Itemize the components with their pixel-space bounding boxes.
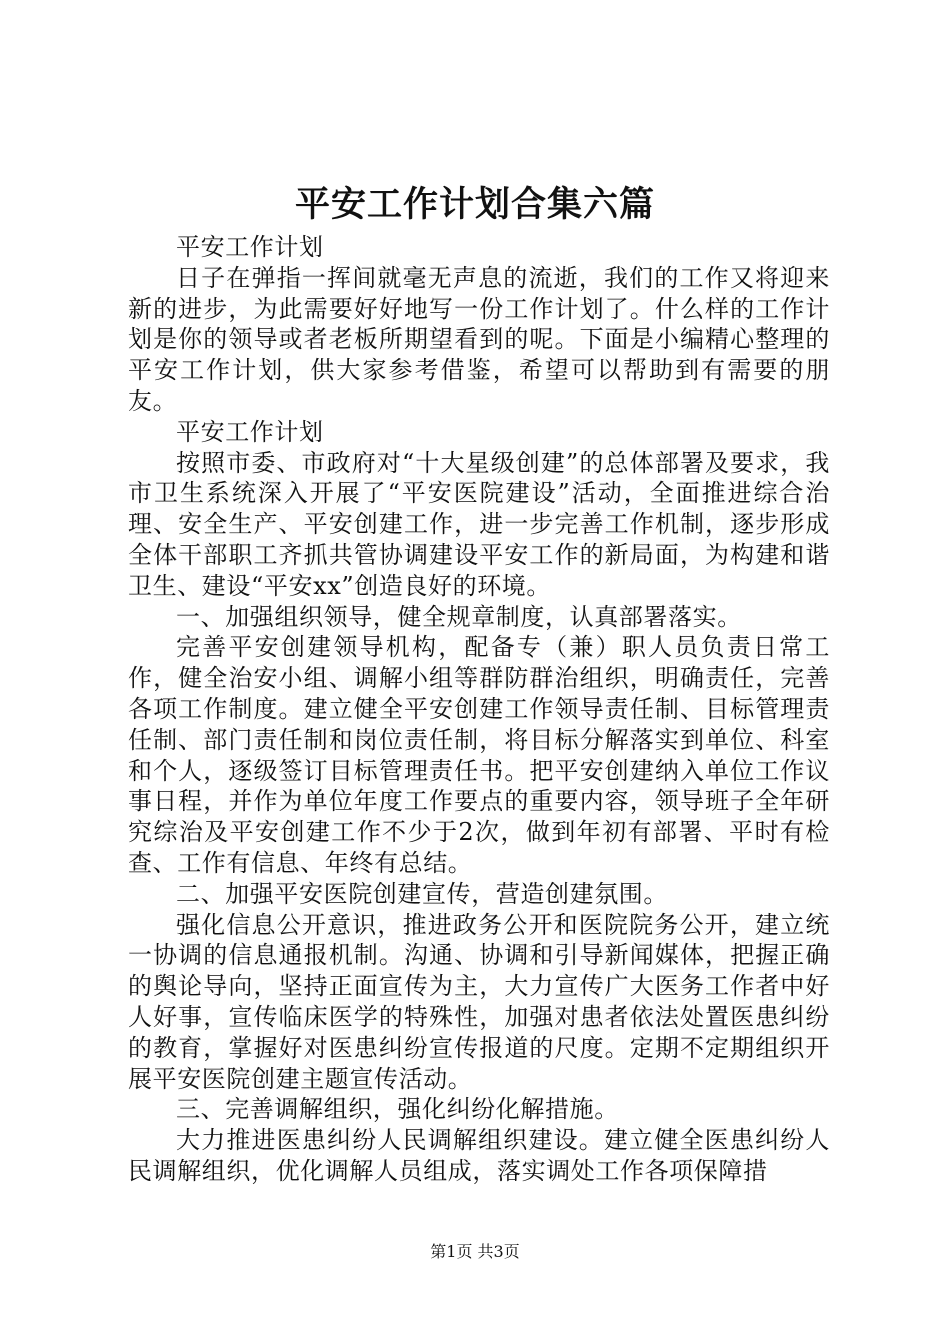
section-paragraph-1: 完善平安创建领导机构，配备专（兼）职人员负责日常工作，健全治安小组、调解小组等群防群治组织，明确责任，完善各项工作制度。建立健全平安创建工作领导责任制、目标管理责任制、部门责任制和岗位责任制，将目标分解落实到单位、科室和个人，逐级签订目标管理责任书。把平安创建纳入单位工作议事日程，并作为单位年度工作要点的重要内容，领导班子全年研究综治及平安创建工作不少于2次，做到年初有部署、平时有检查、工作有信息、年终有总结。: [128, 633, 830, 877]
intro-paragraph: 日子在弹指一挥间就毫无声息的流逝，我们的工作又将迎来新的进步，为此需要好好地写一份工作计划了。什么样的工作计划是你的领导或者老板所期望看到的呢。下面是小编精心整理的平安工作计划，供大家参考借鉴，希望可以帮助到有需要的朋友。: [128, 263, 830, 415]
heading-plan-2: 平安工作计划: [176, 417, 324, 446]
section-paragraph-2: 强化信息公开意识，推进政务公开和医院院务公开，建立统一协调的信息通报机制。沟通、协调和引导新闻媒体，把握正确的舆论导向，坚持正面宣传为主，大力宣传广大医务工作者中好人好事，宣传临床医学的特殊性，加强对患者依法处置医患纠纷的教育，掌握好对医患纠纷宣传报道的尺度。定期不定期组织开展平安医院创建主题宣传活动。: [128, 910, 830, 1093]
heading-plan-1: 平安工作计划: [176, 233, 324, 261]
section-paragraph-3: 大力推进医患纠纷人民调解组织建设。建立健全医患纠纷人民调解组织，优化调解人员组成，落实调处工作各项保障措: [128, 1126, 830, 1185]
document-body: [128, 232, 830, 1187]
section-heading-2: 二、加强平安医院创建宣传，营造创建氛围。: [176, 879, 668, 908]
document-title: 平安工作计划合集六篇: [294, 184, 655, 225]
section-heading-1: 一、加强组织领导，健全规章制度，认真部署落实。: [176, 602, 742, 631]
page-number-footer: 第1页 共3页: [430, 1242, 520, 1261]
overview-paragraph: 按照市委、市政府对“十大星级创建”的总体部署及要求，我市卫生系统深入开展了“平安医院建设”活动，全面推进综合治理、安全生产、平安创建工作，进一步完善工作机制，逐步形成全体干部职工齐抓共管协调建设平安工作的新局面，为构建和谐卫生、建设“平安xx”创造良好的环境。: [128, 448, 830, 600]
section-heading-3: 三、完善调解组织，强化纠纷化解措施。: [176, 1095, 619, 1124]
